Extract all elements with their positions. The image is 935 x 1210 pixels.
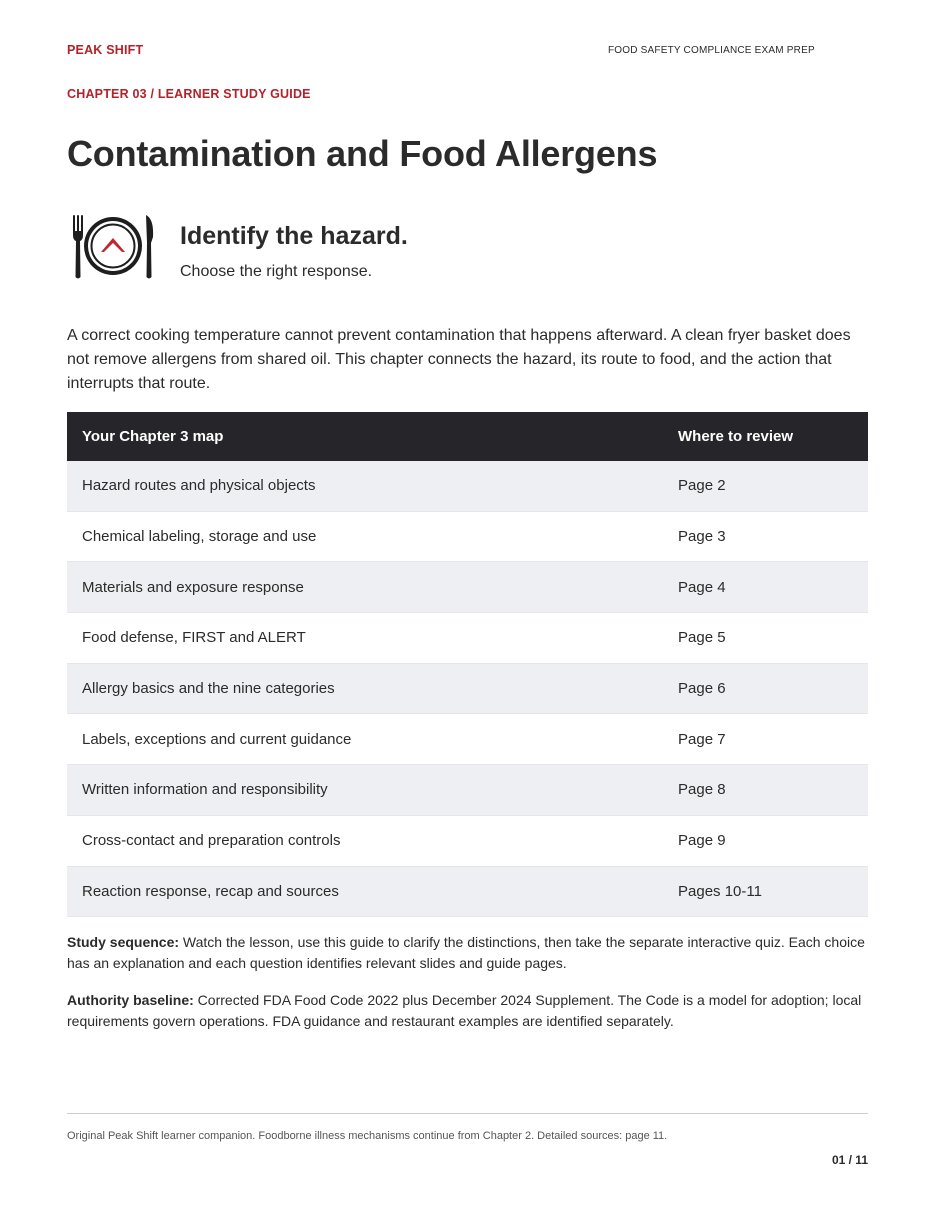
study-sequence-label: Study sequence: bbox=[67, 934, 180, 950]
table-row bbox=[67, 866, 868, 917]
page-cell: Page 5 bbox=[663, 613, 868, 664]
topic-cell: Materials and exposure response bbox=[67, 562, 663, 613]
study-sequence-text: Watch the lesson, use this guide to clarify the distinctions, then take the separate interactive quiz. Each choice has an explanation and each question identifies relevant slides and guide pages. bbox=[67, 934, 865, 971]
topic-cell: Reaction response, recap and sources bbox=[67, 866, 663, 917]
topic-cell: Cross-contact and preparation controls bbox=[67, 815, 663, 866]
page-cell: Page 7 bbox=[663, 714, 868, 765]
page-cell: Pages 10-11 bbox=[663, 866, 868, 917]
table-row bbox=[67, 765, 868, 816]
column-header-page: Where to review bbox=[663, 412, 868, 461]
topic-cell: Chemical labeling, storage and use bbox=[67, 511, 663, 562]
plate-fork-knife-hazard-icon bbox=[67, 205, 159, 291]
page-cell: Page 8 bbox=[663, 765, 868, 816]
table-row bbox=[67, 511, 868, 562]
topic-cell: Labels, exceptions and current guidance bbox=[67, 714, 663, 765]
page-cell: Page 3 bbox=[663, 511, 868, 562]
table-row bbox=[67, 613, 868, 664]
exam-title: FOOD SAFETY COMPLIANCE EXAM PREP bbox=[608, 45, 815, 56]
authority-baseline-text: Corrected FDA Food Code 2022 plus December 2024 Supplement. The Code is a model for adoption; local requirements govern operations. FDA guidance and restaurant examples are identified separately. bbox=[67, 992, 862, 1029]
table-header-row bbox=[67, 412, 868, 461]
table-row bbox=[67, 562, 868, 613]
callout-heading: Identify the hazard. bbox=[180, 222, 408, 250]
chapter-label: CHAPTER 03 / LEARNER STUDY GUIDE bbox=[67, 87, 311, 101]
table-row bbox=[67, 663, 868, 714]
study-sequence-note bbox=[67, 932, 872, 974]
page-number: 01 / 11 bbox=[831, 1153, 868, 1167]
table-row bbox=[67, 461, 868, 511]
intro-paragraph: A correct cooking temperature cannot prevent contamination that happens afterward. A clean fryer basket does not remove allergens from shared oil. This chapter connects the hazard, its route to food, and the action that interrupts that route. bbox=[67, 327, 851, 392]
topic-cell: Allergy basics and the nine categories bbox=[67, 663, 663, 714]
footer-note: Original Peak Shift learner companion. Foodborne illness mechanisms continue from Chapter 2. Detailed sources: page 11. bbox=[67, 1130, 668, 1142]
topic-cell: Food defense, FIRST and ALERT bbox=[67, 613, 663, 664]
page-cell: Page 2 bbox=[663, 461, 868, 511]
callout-subheading: Choose the right response. bbox=[180, 263, 373, 280]
topic-cell: Written information and responsibility bbox=[67, 765, 663, 816]
chapter-map-table bbox=[67, 412, 868, 917]
page-cell: Page 6 bbox=[663, 663, 868, 714]
table-row bbox=[67, 714, 868, 765]
page-title: Contamination and Food Allergens bbox=[67, 133, 658, 174]
topic-cell: Hazard routes and physical objects bbox=[67, 461, 663, 511]
page-cell: Page 4 bbox=[663, 562, 868, 613]
column-header-topic: Your Chapter 3 map bbox=[67, 412, 663, 461]
footer-divider bbox=[67, 1113, 868, 1114]
page-cell: Page 9 bbox=[663, 815, 868, 866]
table-row bbox=[67, 815, 868, 866]
brand-name: PEAK SHIFT bbox=[67, 43, 144, 57]
authority-baseline-label: Authority baseline: bbox=[67, 992, 194, 1008]
authority-baseline-note bbox=[67, 990, 872, 1032]
